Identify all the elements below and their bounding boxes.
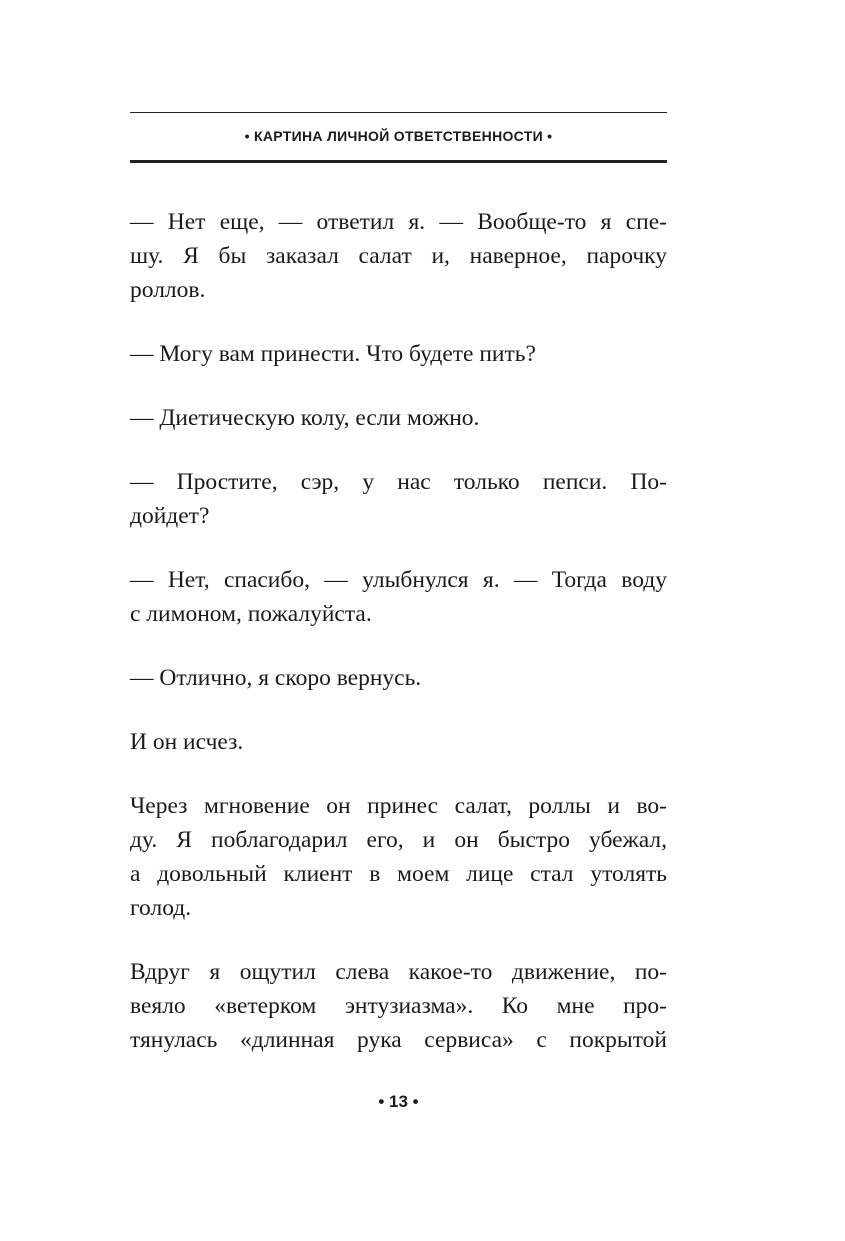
body-text (130, 205, 667, 1087)
text-line: с лимоном, пожалуйста. (130, 601, 372, 627)
text-line: веяло «ветерком энтузиазма». Ко мне про- (130, 993, 667, 1019)
paragraph (130, 789, 667, 925)
paragraph (130, 205, 667, 307)
text-line: ду. Я поблагодарил его, и он быстро убежал, (130, 827, 667, 853)
page-number: • 13 • (378, 1092, 419, 1111)
text-line: — Диетическую колу, если можно. (130, 405, 480, 431)
text-line: тянулась «длинная рука сервиса» с покрытой (130, 1027, 667, 1053)
text-line: — Простите, сэр, у нас только пепси. По- (130, 469, 667, 495)
paragraph (130, 401, 667, 435)
header-bottom-rule (130, 160, 667, 163)
text-line: И он исчез. (130, 729, 244, 755)
text-line: роллов. (130, 277, 206, 303)
paragraph (130, 955, 667, 1057)
text-line: голод. (130, 895, 192, 921)
text-line: Вдруг я ощутил слева какое-то движение, по- (130, 959, 667, 985)
header-top-rule (130, 112, 667, 113)
text-line: — Могу вам принести. Что будете пить? (130, 341, 536, 367)
paragraph (130, 465, 667, 533)
paragraph (130, 563, 667, 631)
paragraph (130, 725, 667, 759)
text-line: а довольный клиент в моем лице стал утолять (130, 861, 667, 887)
text-line: — Нет еще, — ответил я. — Вообще-то я спе- (130, 209, 667, 235)
text-line: — Нет, спасибо, — улыбнулся я. — Тогда воду (130, 567, 667, 593)
text-line: шу. Я бы заказал салат и, наверное, парочку (130, 243, 667, 269)
text-line: — Отлично, я скоро вернусь. (130, 665, 422, 691)
paragraph (130, 661, 667, 695)
text-line: Через мгновение он принес салат, роллы и во- (130, 793, 667, 819)
running-head: • КАРТИНА ЛИЧНОЙ ОТВЕТСТВЕННОСТИ • (244, 128, 553, 144)
text-line: дойдет? (130, 503, 210, 529)
paragraph (130, 337, 667, 371)
